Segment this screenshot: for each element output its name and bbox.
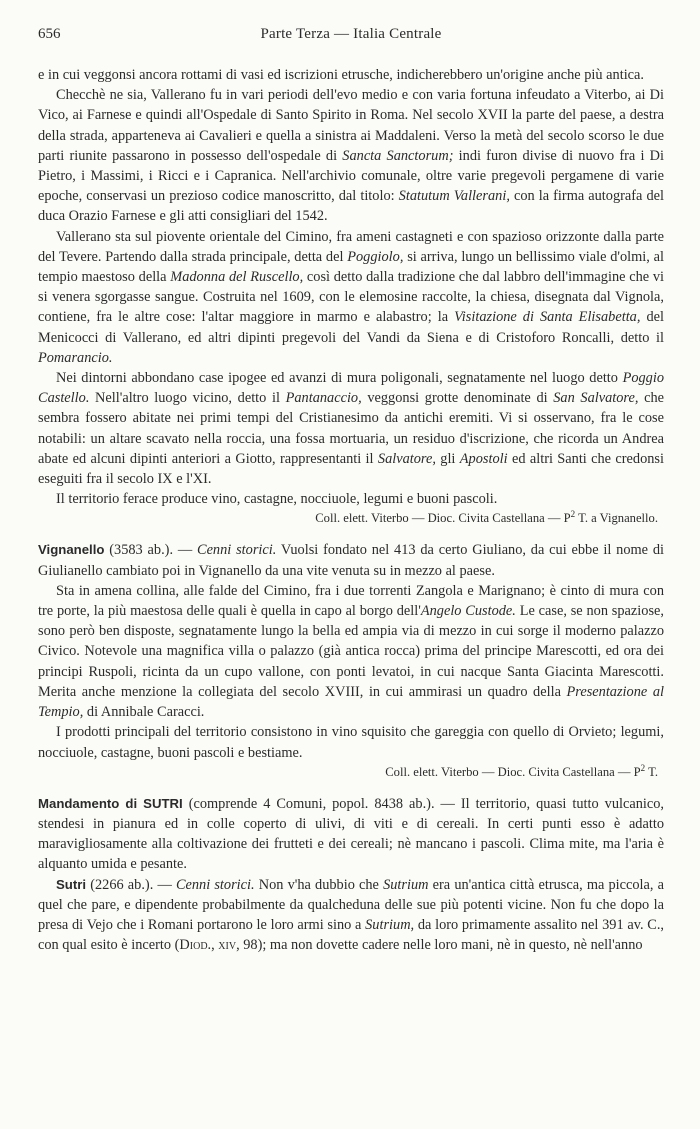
italic-term: Sutrium (383, 876, 429, 893)
page-body (38, 65, 664, 955)
page-number: 656 (38, 26, 61, 42)
italic-term: Poggiolo, (347, 248, 404, 265)
italic-term: Pomarancio. (38, 349, 113, 366)
electoral-note-vallerano: Coll. elett. Viterbo — Dioc. Civita Castellana — $P^2$ T. a Vignanello. (315, 509, 658, 526)
paragraph-vallerano-description: Vallerano sta sul piovente orientale del Cimino, fra ameni castagneti e con spazioso orizzonte dalla parte del Tevere. Partendo dalla strada principale, detta del Poggiolo, si arriva, lungo un bellissimo viale d'olmi, al tempio maestoso della Madonna del Ruscello, così detto dalla tradizione che dal labbro dell'immagine che vi si venera sgorgasse sangue. Costruita nel 1609, con le elemosine raccolte, la chiesa, disegnata dal Vignola, contiene, fra le altre cose: l'altar maggiore in marmo e alabastro; la Visitazione di Santa Elisabetta, del Menicocci di Vallerano, ed altri dipinti pregevoli del Vandi da Siena e di Cristoforo Roncalli, detto il Pomarancio. (38, 228, 664, 366)
italic-term: Presentazione al Tempio, (38, 683, 664, 721)
running-title: Parte Terza — Italia Centrale (260, 26, 442, 42)
italic-term: Sancta Sanctorum; (342, 147, 454, 164)
paragraph-vignanello-history: Vignanello (3583 ab.). — Cenni storici. Vuolsi fondato nel 413 da certo Giuliano, da cui ebbe il nome di Giulianello cambiato poi in Vignanello da una vite venuta su in mezzo al paese. (38, 542, 664, 579)
italic-term: Cenni storici. (197, 542, 277, 559)
running-header (38, 26, 664, 65)
paragraph-vignanello-description: Sta in amena collina, alle falde del Cimino, fra i due torrenti Zangola e Marignano; è cinto di mura con tre porte, la più maestosa delle quali è quella in capo al borgo dell'Angelo Custode. Le case, se non spaziose, sono però ben disposte, segnatamente lungo la bella ed ampia via di mezzo in cui sorge il moderno palazzo Civico. Notevole una magnifica villa o palazzo (già antica rocca) prima del principe Marescotti, ed ora dei principi Ruspoli, ricinta da un cupo vallone, con ponti levatoi, in cui nacque Santa Giacinta Marescotti. Merita anche menzione la collegiata del secolo XVIII, in cui ammirasi un quadro della Presentazione al Tempio, di Annibale Caracci. (38, 582, 664, 721)
italic-term: Poggio Castello. (38, 370, 664, 407)
paragraph-origin: e in cui veggonsi ancora rottami di vasi ed iscrizioni etrusche, indicherebbero un'origine anche più antica. (38, 67, 645, 83)
entry-heading-sutri-mandamento: Mandamento di SUTRI (38, 795, 183, 811)
italic-term: Salvatore, (377, 450, 436, 467)
italic-term: Visitazione di Santa Elisabetta, (454, 309, 641, 326)
italic-term: Pantanaccio, (285, 390, 362, 407)
italic-term: San Salvatore, (553, 390, 639, 407)
italic-term: Angelo Custode. (420, 603, 516, 620)
paragraph-vallerano-history: Checchè ne sia, Vallerano fu in vari periodi dell'evo medio e con varia fortuna infeudato a Viterbo, ai Di Vico, ai Farnese e quindi all'Ospedale di Santo Spirito in Roma. Nel secolo XVII la parte del paese, a destra della strada, apparteneva ai Cavalieri e quella a sinistra ai Maddaleni. Verso la metà del secolo scorso le due parti riunite passarono in possesso dell'ospedale di Sancta Sanctorum; indi furon divise di nuovo fra i Di Pietro, i Massimi, i Ricci e i Capranica. Nell'archivio comunale, oltre varie pregevoli pergamene di varie epoche, conservasi un prezioso codice manoscritto, dal titolo: Statutum Vallerani, con la firma autografa del duca Orazio Farnese e gli atti consigliari del 1542. (38, 87, 665, 225)
entry-heading-vignanello: Vignanello (38, 542, 105, 558)
citation: Diod., xiv, (179, 937, 240, 954)
paragraph-vallerano-surroundings: Nei dintorni abbondano case ipogee ed avanzi di mura poligonali, segnatamente nel luogo detto Poggio Castello. Nell'altro luogo vicino, detto il Pantanaccio, veggonsi grotte denominate di San Salvatore, che sembra fossero abitate nei primi tempi del Cristianesimo da antichi eremiti. Vi si osservano, fra le cose notabili: un altare scavato nella roccia, una fossa mortuaria, un residuo d'iscrizione, che ricorda un Andrea abate ed alcuni dipinti anteriori a Giotto, rappresentanti il Salvatore, gli Apostoli ed altri Santi che credonsi eseguiti fra il secolo IX e l'XI. (38, 370, 664, 488)
entry-heading-sutri: Sutri (56, 876, 87, 892)
italic-term: Madonna del Ruscello, (170, 269, 304, 286)
paragraph-vallerano-territory: Il territorio ferace produce vino, castagne, nocciuole, legumi e buoni pascoli. (56, 491, 498, 508)
paragraph-sutri-mandamento: Mandamento di SUTRI (comprende 4 Comuni, popol. 8438 ab.). — Il territorio, quasi tutto vulcanico, stendesi in pianura ed in colle coperto di ulivi, di viti e di cereali. In certi punti esso è adatto maravigliosamente alla coltivazione dei frutteti e dei cereali; nè mancano i pascoli. Clima mite, ma l'aria è alquanto umida e pesante. (38, 795, 664, 873)
italic-term: Statutum Vallerani, (398, 188, 510, 205)
italic-term: Sutrium, (365, 916, 415, 933)
italic-term: Cenni storici. (175, 876, 255, 893)
electoral-note-vignanello: Coll. elett. Viterbo — Dioc. Civita Castellana — $P^2$ T. (385, 762, 658, 779)
paragraph-vignanello-products: I prodotti principali del territorio consistono in vino squisito che gareggia con quello di Orvieto; legumi, nocciuole, castagne, buoni pascoli e bestiame. (38, 724, 664, 761)
italic-term: Apostoli (459, 450, 508, 467)
paragraph-sutri-history: Sutri (2266 ab.). — Cenni storici. Non v'ha dubbio che Sutrium era un'antica città etrusca, ma piccola, a quel che pare, e dipendente probabilmente da qualcheduna delle sue più potenti vicine. Non fu che dopo la presa di Vejo che i Romani portarono le loro armi sino a Sutrium, da loro primamente assalito nel 391 av. C., con qual esito è incerto (Diod., xiv, 98); ma non dovette cadere nelle loro mani, nè in questo, nè nell'anno (38, 876, 664, 954)
